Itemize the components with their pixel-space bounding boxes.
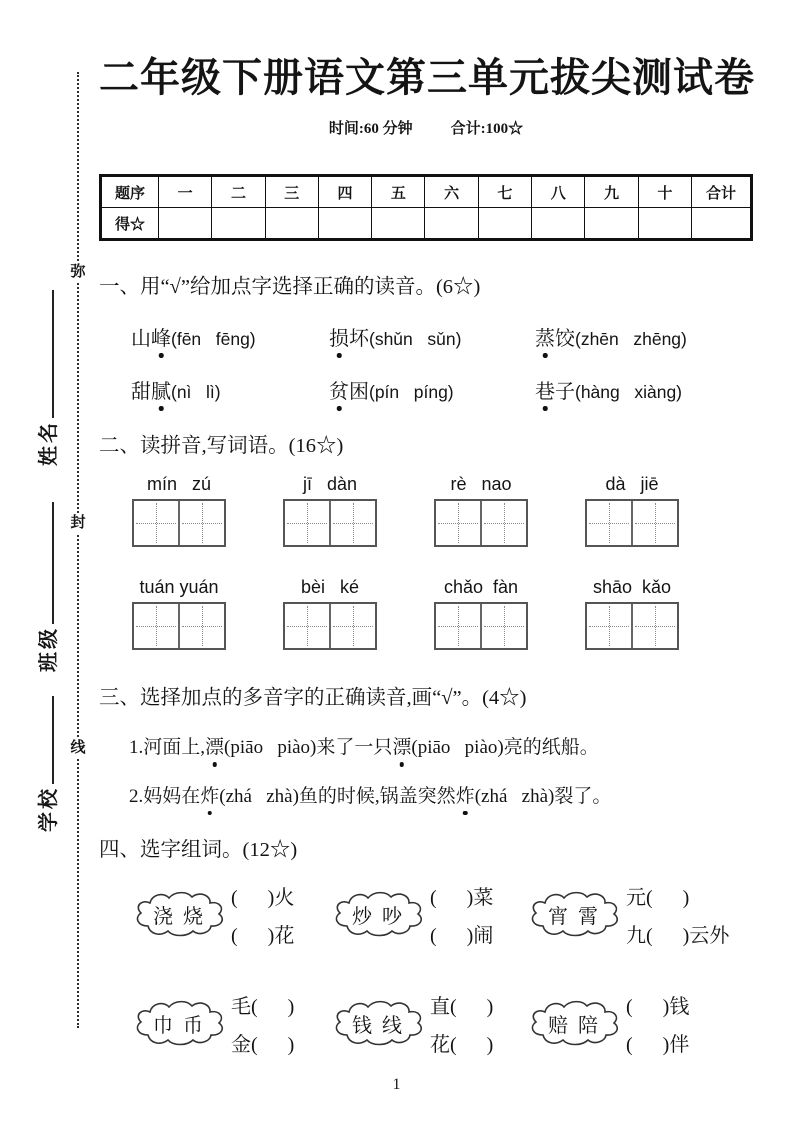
dotted-char: 漂 bbox=[392, 736, 412, 758]
fill-blank: 元( ) bbox=[626, 886, 690, 909]
cloud-shape bbox=[527, 997, 619, 1049]
fill-blank: ( )伴 bbox=[626, 1033, 690, 1056]
tianzige-cell bbox=[480, 501, 526, 545]
school-field bbox=[33, 696, 59, 832]
sentence-segment: (piāo piào)来了一只 bbox=[224, 736, 393, 758]
word-item bbox=[535, 322, 753, 351]
choice-characters: 浇 烧 bbox=[153, 905, 203, 928]
tianzige-box bbox=[132, 499, 226, 547]
score-empty-cell bbox=[532, 208, 585, 240]
pinyin-writing-item bbox=[283, 577, 377, 650]
score-header-cell: 八 bbox=[532, 176, 585, 208]
choice-characters: 钱 线 bbox=[352, 1014, 402, 1037]
fill-blank-lines bbox=[626, 881, 729, 948]
fill-blank: 九( )云外 bbox=[626, 924, 730, 947]
pinyin-label: dà jiē bbox=[605, 474, 659, 495]
dotted-char: 损 bbox=[329, 322, 349, 351]
section-1-row-1 bbox=[99, 322, 753, 351]
choice-characters: 巾 币 bbox=[153, 1014, 203, 1037]
tianzige-cell bbox=[329, 604, 375, 648]
char-choice-group bbox=[132, 881, 331, 948]
score-header-cell: 四 bbox=[318, 176, 371, 208]
pinyin-label: mín zú bbox=[146, 474, 212, 495]
choice-characters: 宵 霄 bbox=[548, 905, 598, 928]
student-name-field bbox=[33, 290, 59, 466]
pinyin-writing-item bbox=[585, 577, 679, 650]
choice-characters: 炒 吵 bbox=[352, 905, 402, 928]
score-header-cell: 题序 bbox=[101, 176, 159, 208]
exam-total: 合计:100☆ bbox=[450, 121, 524, 137]
cloud-shape bbox=[331, 888, 423, 940]
score-empty-cell bbox=[318, 208, 371, 240]
cloud-shape bbox=[132, 888, 224, 940]
pinyin-label: rè nao bbox=[450, 474, 512, 495]
sentence-segment: (zhá zhà)裂了。 bbox=[474, 785, 612, 807]
class-label: 班级 bbox=[37, 626, 60, 672]
fill-blank: ( )花 bbox=[231, 924, 295, 947]
tianzige-box bbox=[434, 499, 528, 547]
tianzige-box bbox=[283, 602, 377, 650]
tianzige-box bbox=[132, 602, 226, 650]
section-3-sentence-2 bbox=[99, 786, 753, 809]
tianzige-cell bbox=[285, 501, 329, 545]
cloud-shape bbox=[527, 888, 619, 940]
class-blank-line bbox=[39, 502, 54, 624]
fill-blank: ( )菜 bbox=[430, 886, 494, 909]
exam-meta bbox=[99, 117, 753, 138]
pinyin-label: jī dàn bbox=[302, 474, 358, 495]
section-2-heading: 二、读拼音,写词语。(16☆) bbox=[99, 434, 344, 457]
school-blank-line bbox=[39, 696, 54, 784]
tianzige-cell bbox=[587, 604, 631, 648]
pinyin-writing-item bbox=[132, 474, 226, 547]
fill-blank-lines bbox=[430, 881, 493, 948]
score-empty-cell bbox=[265, 208, 318, 240]
word-part: 困 bbox=[349, 380, 369, 403]
tianzige-box bbox=[283, 499, 377, 547]
char-choice-group bbox=[331, 990, 527, 1057]
pinyin-options: (hàng xiàng) bbox=[575, 381, 683, 402]
char-choice-group bbox=[331, 881, 527, 948]
dotted-char: 巷 bbox=[535, 375, 555, 404]
sentence-segment: 1.河面上, bbox=[129, 736, 206, 758]
student-name-blank-line bbox=[39, 290, 54, 418]
score-header-cell: 一 bbox=[159, 176, 212, 208]
pinyin-label: shāo kǎo bbox=[592, 577, 672, 598]
section-4-row-1 bbox=[99, 881, 753, 948]
page-number: 1 bbox=[392, 1076, 401, 1093]
fill-blank-lines bbox=[231, 881, 294, 948]
fill-blank-lines bbox=[430, 990, 493, 1057]
dotted-char: 贫 bbox=[329, 375, 349, 404]
section-4-heading: 四、选字组词。(12☆) bbox=[99, 839, 298, 862]
paper-title: 二年级下册语文第三单元拔尖测试卷 bbox=[99, 55, 755, 100]
cloud-shape bbox=[132, 997, 224, 1049]
score-header-cell: 六 bbox=[425, 176, 478, 208]
fill-blank: 花( ) bbox=[430, 1033, 494, 1056]
score-empty-cell bbox=[638, 208, 691, 240]
score-table-header-row bbox=[101, 176, 752, 208]
pinyin-writing-item bbox=[585, 474, 679, 547]
exam-time: 时间:60 分钟 bbox=[328, 121, 413, 137]
tianzige-box bbox=[585, 499, 679, 547]
section-2-row-2 bbox=[99, 577, 753, 650]
word-item bbox=[329, 375, 535, 404]
tianzige-cell bbox=[480, 604, 526, 648]
pinyin-options: (shǔn sǔn) bbox=[369, 328, 462, 349]
pinyin-options: (pín píng) bbox=[369, 381, 454, 402]
pinyin-options: (zhēn zhēng) bbox=[575, 328, 687, 349]
score-header-cell: 九 bbox=[585, 176, 638, 208]
char-choice-group bbox=[527, 881, 753, 948]
score-empty-cell bbox=[372, 208, 425, 240]
seal-char-2: 封 bbox=[68, 513, 88, 534]
tianzige-box bbox=[434, 602, 528, 650]
pinyin-options: (fēn fēng) bbox=[171, 328, 256, 349]
tianzige-cell bbox=[587, 501, 631, 545]
tianzige-cell bbox=[178, 501, 224, 545]
section-4-row-2 bbox=[99, 990, 753, 1057]
score-empty-cell bbox=[159, 208, 212, 240]
sentence-segment: (piāo piào)亮的纸船。 bbox=[411, 736, 599, 758]
fill-blank-lines bbox=[231, 990, 294, 1057]
word-item bbox=[131, 322, 329, 351]
tianzige-cell bbox=[631, 501, 677, 545]
tianzige-cell bbox=[134, 501, 178, 545]
section-1-row-2 bbox=[99, 375, 753, 404]
tianzige-cell bbox=[329, 501, 375, 545]
school-label: 学校 bbox=[37, 786, 60, 832]
pinyin-label: chǎo fàn bbox=[443, 577, 519, 598]
fill-blank: ( )钱 bbox=[626, 995, 690, 1018]
word-item bbox=[131, 375, 329, 404]
score-header-cell: 二 bbox=[212, 176, 265, 208]
tianzige-cell bbox=[178, 604, 224, 648]
section-2-row-1 bbox=[99, 474, 753, 547]
score-table bbox=[99, 174, 753, 241]
pinyin-label: tuán yuán bbox=[139, 577, 219, 598]
word-part: 坏 bbox=[349, 327, 369, 350]
word-part: 甜 bbox=[131, 380, 151, 403]
word-part: 饺 bbox=[555, 327, 575, 350]
char-choice-group bbox=[132, 990, 331, 1057]
section-3-sentence-1 bbox=[99, 737, 753, 760]
pinyin-writing-item bbox=[283, 474, 377, 547]
pinyin-writing-item bbox=[132, 577, 226, 650]
dotted-char: 炸 bbox=[200, 785, 220, 807]
score-empty-cell bbox=[478, 208, 531, 240]
dotted-char: 腻 bbox=[151, 375, 171, 404]
fill-blank: 毛( ) bbox=[231, 995, 295, 1018]
fill-blank: 金( ) bbox=[231, 1033, 295, 1056]
choice-characters: 赔 陪 bbox=[548, 1014, 598, 1037]
char-choice-group bbox=[527, 990, 753, 1057]
sentence-segment: (zhá zhà)鱼的时候,锅盖突然 bbox=[219, 785, 456, 807]
score-table-score-row bbox=[101, 208, 752, 240]
word-item bbox=[535, 375, 753, 404]
score-header-cell: 十 bbox=[638, 176, 691, 208]
score-header-cell: 七 bbox=[478, 176, 531, 208]
fill-blank: 直( ) bbox=[430, 995, 494, 1018]
word-part: 山 bbox=[131, 327, 151, 350]
pinyin-label: bèi ké bbox=[300, 577, 360, 598]
dotted-char: 炸 bbox=[455, 785, 475, 807]
score-empty-cell bbox=[425, 208, 478, 240]
fill-blank: ( )火 bbox=[231, 886, 295, 909]
student-name-label: 姓名 bbox=[37, 420, 60, 466]
class-field bbox=[33, 502, 59, 672]
seal-char-3: 线 bbox=[68, 738, 88, 759]
dotted-char: 峰 bbox=[151, 322, 171, 351]
dotted-char: 漂 bbox=[205, 736, 225, 758]
section-3-heading: 三、选择加点的多音字的正确读音,画“√”。(4☆) bbox=[99, 687, 527, 710]
seal-dotted-line bbox=[77, 72, 79, 1028]
pinyin-options: (nì lì) bbox=[171, 381, 221, 402]
score-empty-cell bbox=[585, 208, 638, 240]
fill-blank-lines bbox=[626, 990, 689, 1057]
tianzige-cell bbox=[436, 501, 480, 545]
tianzige-cell bbox=[436, 604, 480, 648]
score-header-cell: 三 bbox=[265, 176, 318, 208]
tianzige-cell bbox=[631, 604, 677, 648]
section-1-heading: 一、用“√”给加点字选择正确的读音。(6☆) bbox=[99, 276, 481, 298]
score-empty-cell bbox=[212, 208, 265, 240]
tianzige-cell bbox=[285, 604, 329, 648]
score-row-label: 得☆ bbox=[101, 208, 159, 240]
word-item bbox=[329, 322, 535, 351]
tianzige-cell bbox=[134, 604, 178, 648]
score-empty-cell bbox=[692, 208, 752, 240]
score-header-cell: 五 bbox=[372, 176, 425, 208]
cloud-shape bbox=[331, 997, 423, 1049]
paper-body bbox=[99, 0, 753, 1057]
word-part: 子 bbox=[555, 380, 575, 403]
pinyin-writing-item bbox=[434, 577, 528, 650]
score-header-cell: 合计 bbox=[692, 176, 752, 208]
pinyin-writing-item bbox=[434, 474, 528, 547]
seal-char-1: 弥 bbox=[68, 262, 88, 283]
sentence-segment: 2.妈妈在 bbox=[129, 785, 201, 807]
dotted-char: 蒸 bbox=[535, 322, 555, 351]
fill-blank: ( )闹 bbox=[430, 924, 494, 947]
tianzige-box bbox=[585, 602, 679, 650]
